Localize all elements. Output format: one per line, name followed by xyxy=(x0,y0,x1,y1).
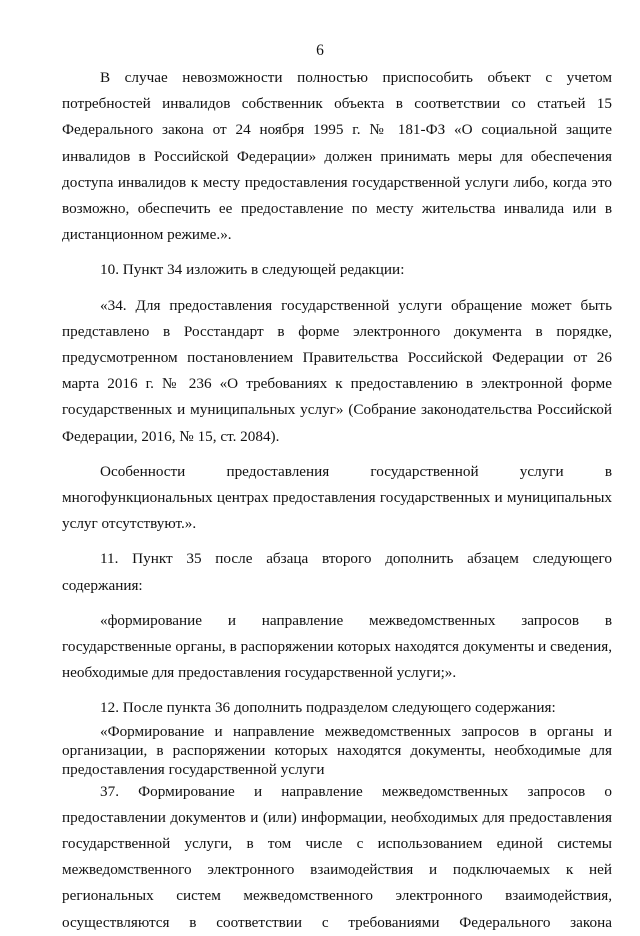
subsection-heading: «Формирование и направление межведомственных запросов в органы и организации, в распоряжении которых находятся документы, необходимые для предоставления государственной услуги xyxy=(62,722,612,778)
paragraph-accessibility: В случае невозможности полностью приспособить объект с учетом потребностей инвалидов собственник объекта в соответствии со статьей 15 Федерального закона от 24 ноября 1995 г. № 181-ФЗ «О социальной защите инвалидов в Российской Федерации» должен принимать меры для обеспечения доступа инвалидов к месту предоставления государственной услуги либо, когда это возможно, обеспечить ее предоставление по месту жительства инвалида или в дистанционном режиме.». xyxy=(62,69,612,244)
page-number: 6 xyxy=(316,42,324,59)
paragraph-item-12: 12. После пункта 36 дополнить подразделом следующего содержания: xyxy=(100,699,556,717)
paragraph-item-37: 37. Формирование и направление межведомственных запросов о предоставлении документов и (или) информации, необходимых для предоставления государственной услуги, в том числе с использованием единой системы межведомственного электронного взаимодействия и подключаемых к ней региональных систем межведомственного электронного взаимодействия, осуществляются в соответствии с требованиями Федерального закона xyxy=(62,782,612,931)
paragraph-item-34: «34. Для предоставления государственной услуги обращение может быть представлено в Росстандарт в форме электронного документа в порядке, предусмотренном постановлением Правительства Российской Федерации от 26 марта 2016 г. № 236 «О требованиях к предоставлению в электронной форме государственных и муниципальных услуг» (Собрание законодательства Российской Федерации, 2016, № 15, ст. 2084). xyxy=(62,296,612,445)
paragraph-item-11: 11. Пункт 35 после абзаца второго дополнить абзацем следующего содержания: xyxy=(62,550,612,594)
paragraph-mfc: Особенности предоставления государственной услуги в многофункциональных центрах предоставления государственных и муниципальных услуг отсутствуют.». xyxy=(62,462,612,533)
paragraph-item-10: 10. Пункт 34 изложить в следующей редакции: xyxy=(100,261,405,279)
paragraph-interagency-requests: «формирование и направление межведомственных запросов в государственные органы, в распоряжении которых находятся документы и сведения, необходимые для предоставления государственной услуги;». xyxy=(62,611,612,682)
document-body xyxy=(62,65,612,936)
